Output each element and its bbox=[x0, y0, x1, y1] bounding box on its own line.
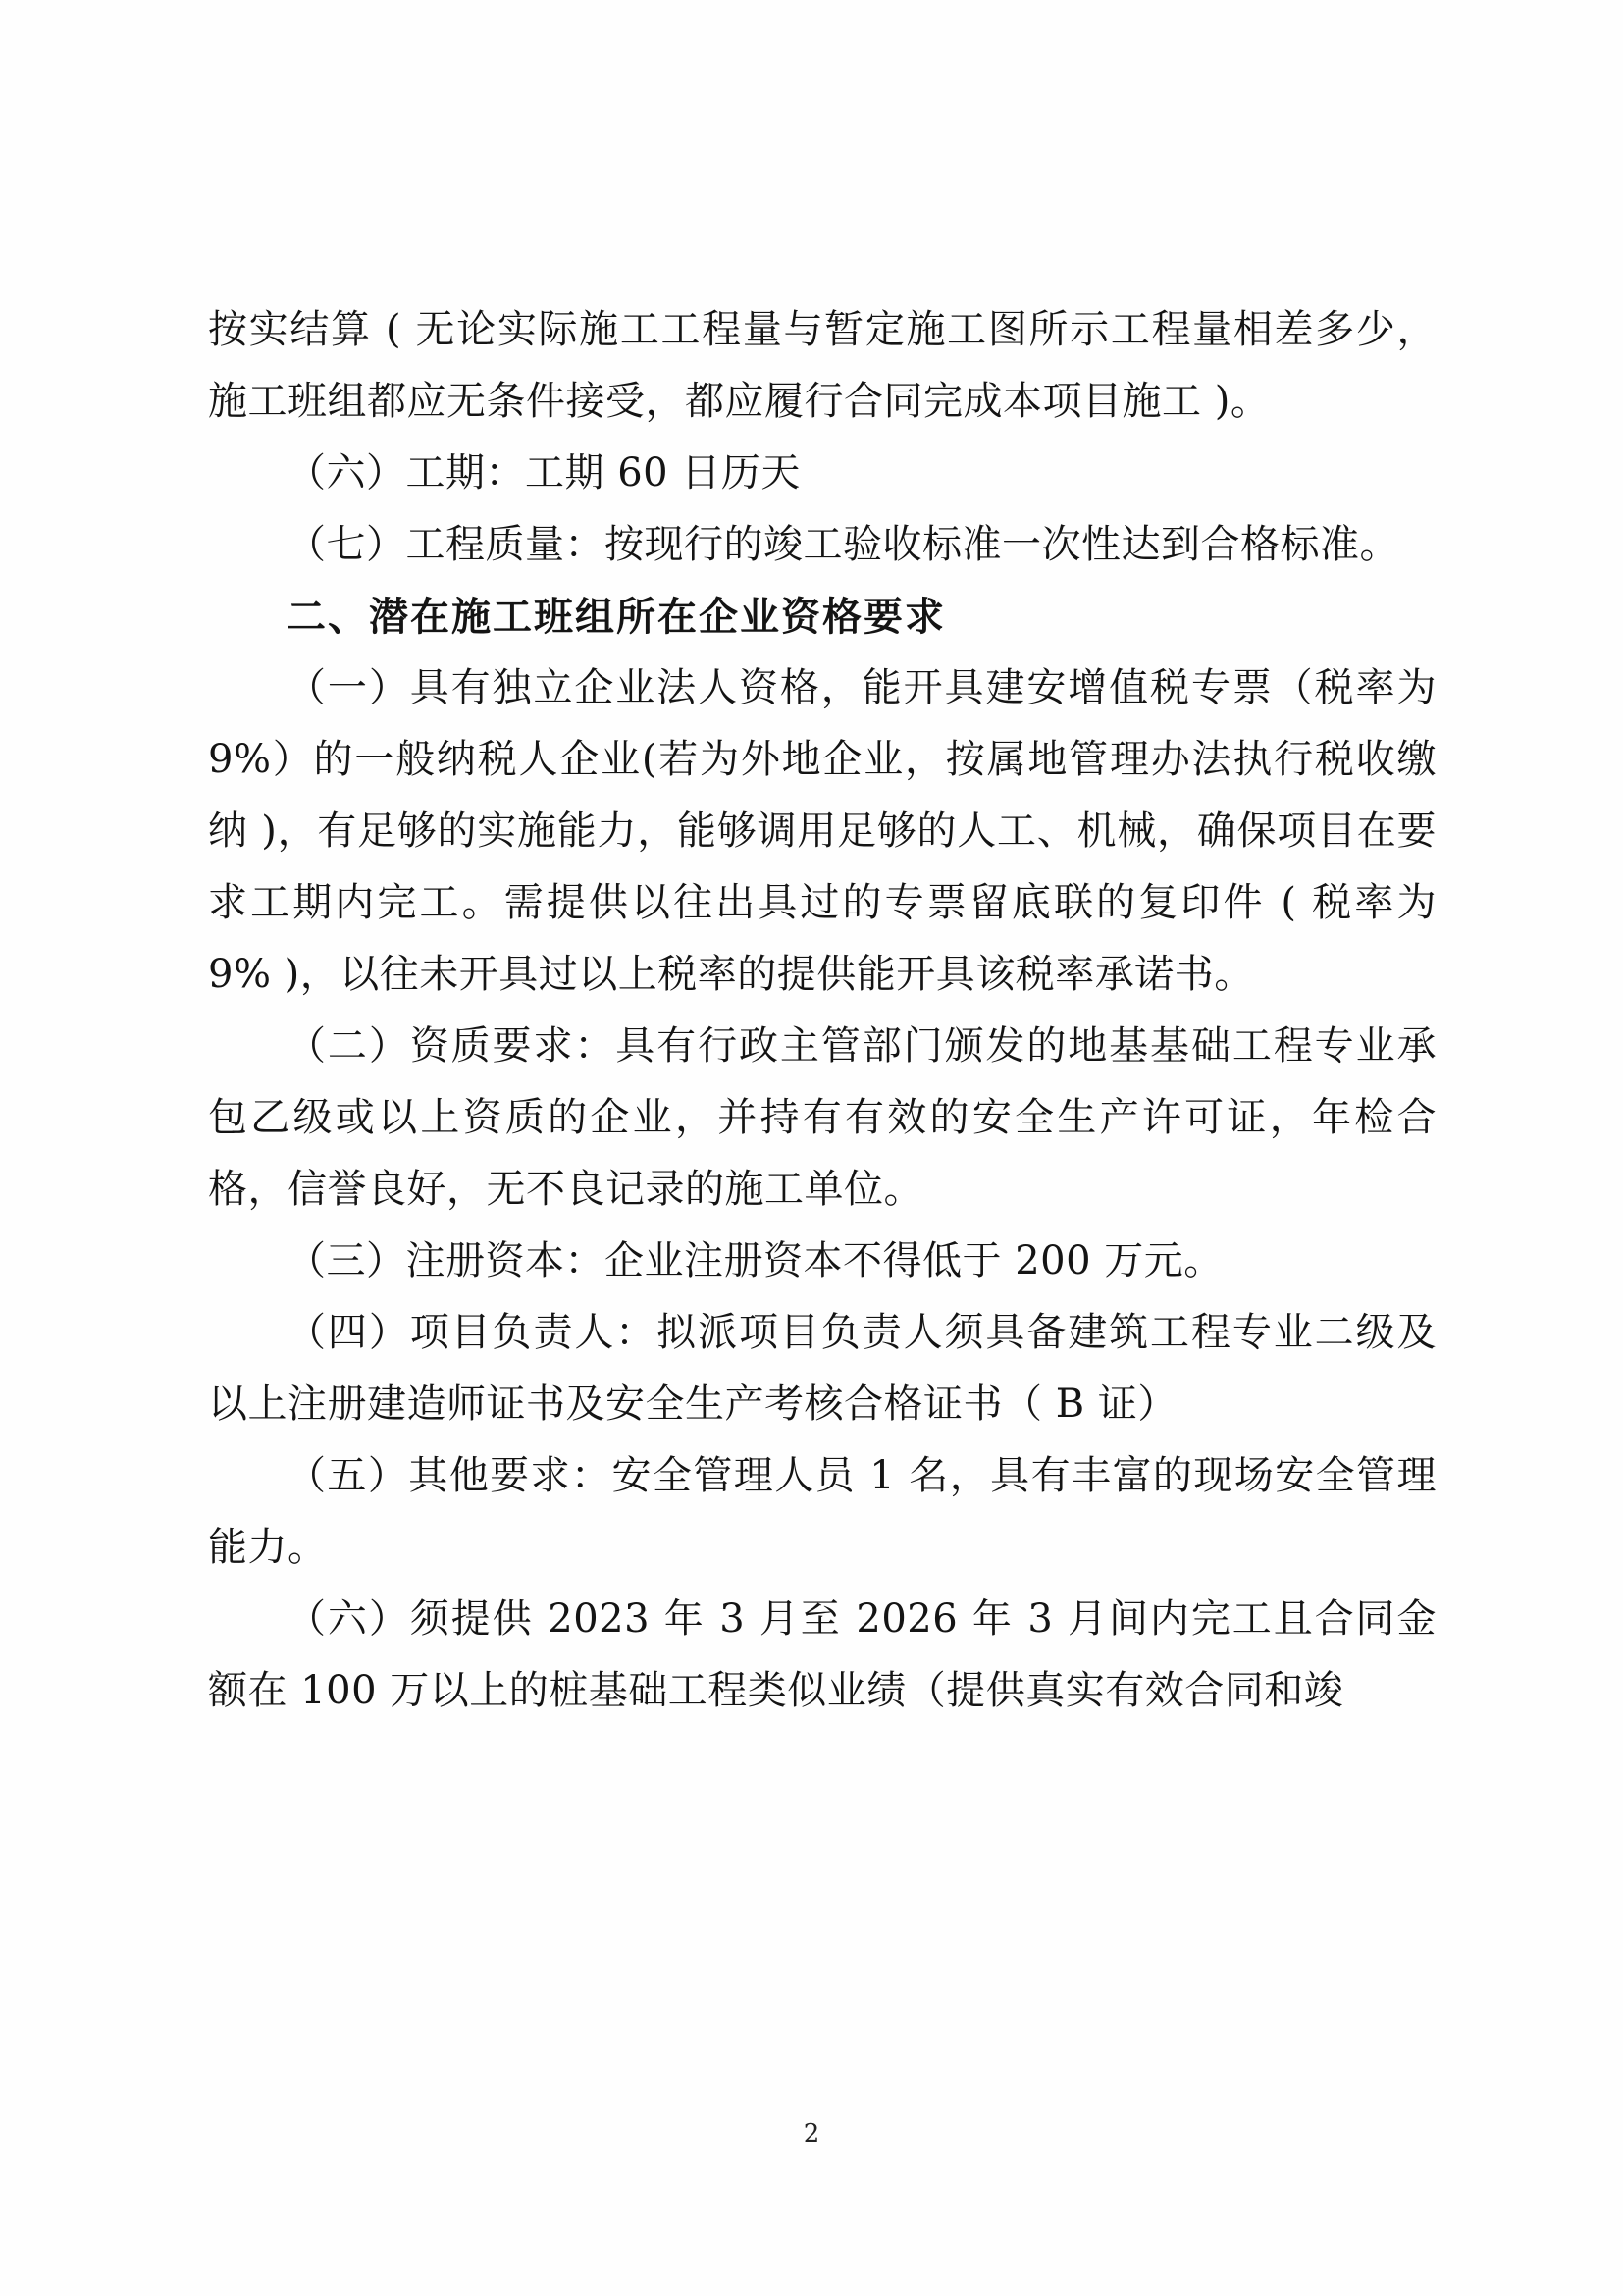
paragraph-item-6-duration: （六）工期：工期 60 日历天 bbox=[287, 450, 801, 496]
paragraph-req-5-other: （五）其他要求：安全管理人员 1 名，具有丰富的现场安全管理能力。 bbox=[208, 1453, 1437, 1570]
paragraph-req-6-performance: （六）须提供 2023 年 3 月至 2026 年 3 月间内完工且合同金额在 100 万以上的桩基础工程类似业绩（提供真实有效合同和竣 bbox=[208, 1596, 1437, 1713]
document-body bbox=[208, 294, 1437, 1727]
paragraph-item-7-quality: （七）工程质量：按现行的竣工验收标准一次性达到合格标准。 bbox=[287, 522, 1399, 567]
paragraph-req-3-capital: （三）注册资本：企业注册资本不得低于 200 万元。 bbox=[287, 1238, 1224, 1283]
heading-section-two: 二、潜在施工班组所在企业资格要求 bbox=[287, 594, 946, 640]
paragraph-req-1-legal-person: （一）具有独立企业法人资格，能开具建安增值税专票（税率为 9%）的一般纳税人企业(若为外地企业，按属地管理办法执行税收缴纳 )，有足够的实施能力，能够调用足够的人工、机械，确保项目在要求工期内完工。需提供以往出具过的专票留底联的复印件 ( 税率为 9% )，以往未开具过以上税率的提供能开具该税率承诺书。 bbox=[208, 665, 1437, 997]
page-number: 2 bbox=[803, 2119, 820, 2149]
paragraph-req-4-project-manager: （四）项目负责人：拟派项目负责人须具备建筑工程专业二级及以上注册建造师证书及安全生产考核合格证书（ B 证） bbox=[208, 1310, 1437, 1427]
paragraph-continuation: 按实结算 ( 无论实际施工工程量与暂定施工图所示工程量相差多少，施工班组都应无条件接受，都应履行合同完成本项目施工 )。 bbox=[208, 307, 1437, 424]
paragraph-req-2-qualification: （二）资质要求：具有行政主管部门颁发的地基基础工程专业承包乙级或以上资质的企业，并持有有效的安全生产许可证，年检合格，信誉良好，无不良记录的施工单位。 bbox=[208, 1023, 1437, 1212]
